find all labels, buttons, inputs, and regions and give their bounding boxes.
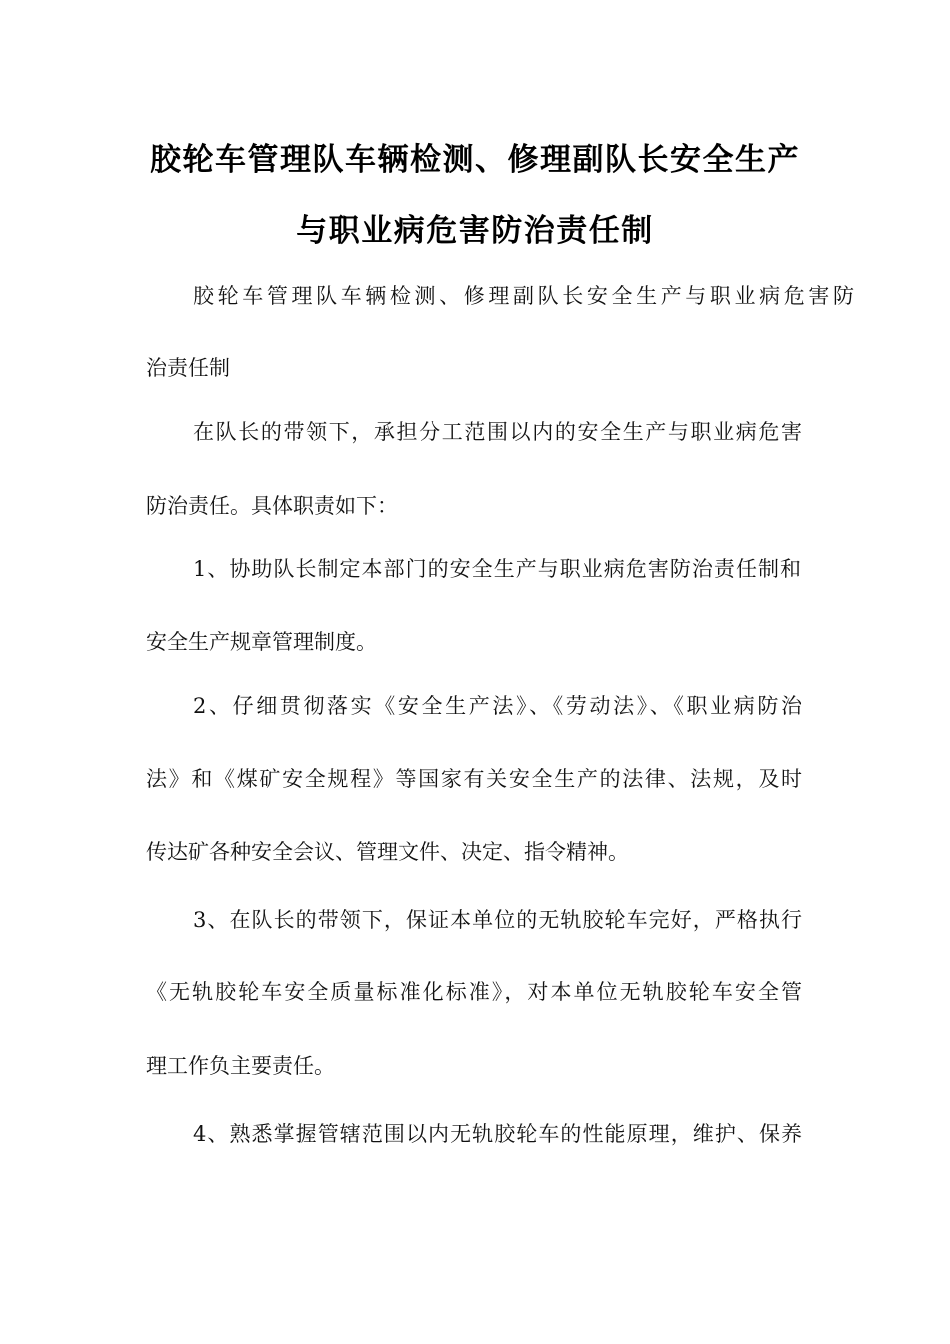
body-line: 2、仔细贯彻落实《安全生产法》、《劳动法》、《职业病防治	[193, 694, 805, 718]
body-line: 传达矿各种安全会议、管理文件、决定、指令精神。	[146, 840, 629, 864]
body-line: 安全生产规章管理制度。	[146, 630, 377, 654]
body-line: 4、熟悉掌握管辖范围以内无轨胶轮车的性能原理，维护、保养	[193, 1122, 804, 1146]
body-line: 防治责任。具体职责如下：	[146, 494, 398, 518]
body-line: 治责任制	[146, 356, 230, 380]
body-line: 理工作负主要责任。	[146, 1054, 335, 1078]
body-line: 在队长的带领下，承担分工范围以内的安全生产与职业病危害	[193, 420, 804, 444]
document-title-line-2: 与职业病危害防治责任制	[296, 213, 654, 249]
body-line: 胶轮车管理队车辆检测、修理副队长安全生产与职业病危害防	[193, 284, 858, 308]
document-title-line-1: 胶轮车管理队车辆检测、修理副队长安全生产	[150, 142, 800, 178]
body-line: 1、协助队长制定本部门的安全生产与职业病危害防治责任制和	[193, 557, 803, 581]
body-line: 3、在队长的带领下，保证本单位的无轨胶轮车完好，严格执行	[193, 908, 804, 932]
body-line: 《无轨胶轮车安全质量标准化标准》，对本单位无轨胶轮车安全管	[146, 980, 805, 1004]
body-line: 法》和《煤矿安全规程》等国家有关安全生产的法律、法规，及时	[146, 767, 804, 791]
